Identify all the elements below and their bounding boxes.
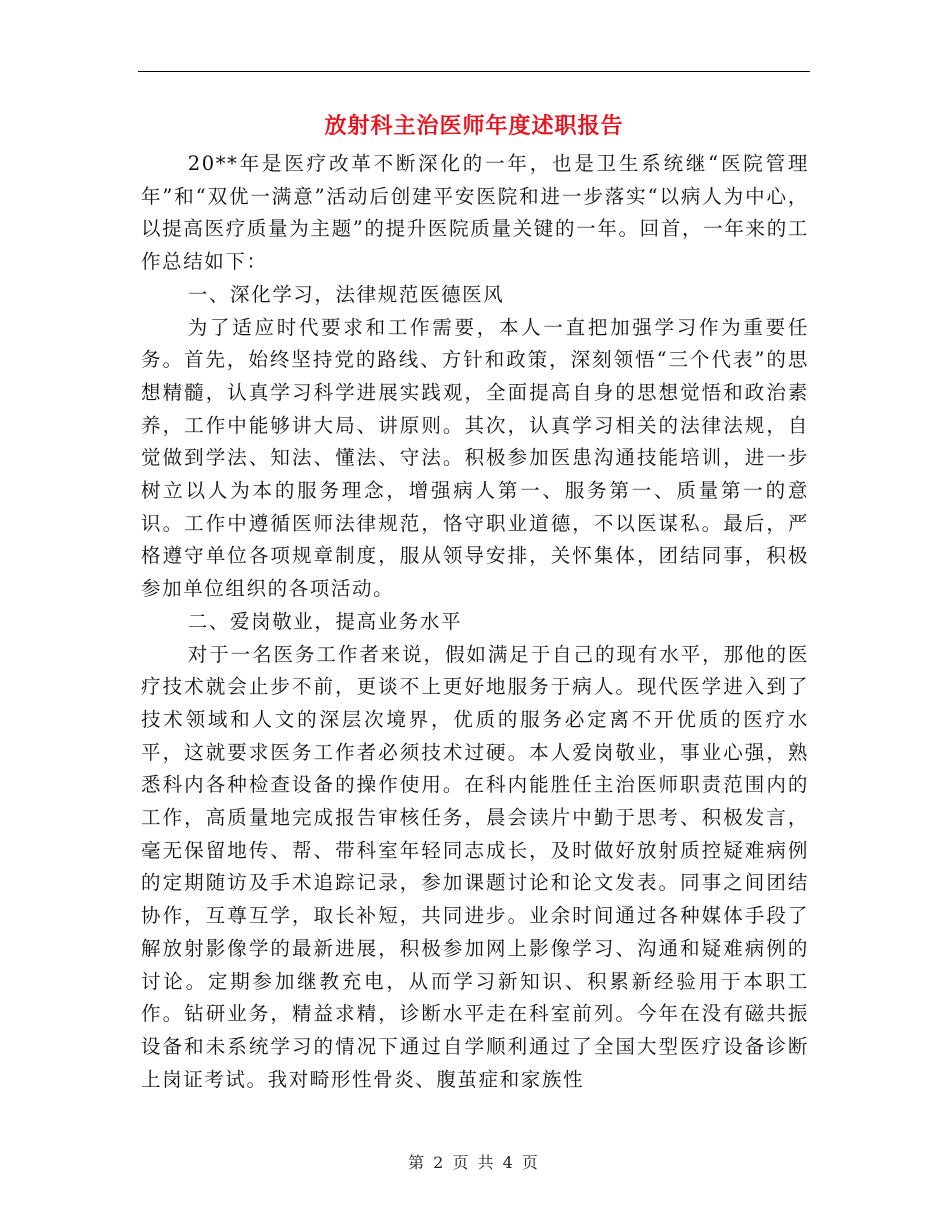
document-body (141, 148, 809, 1096)
document-title: 放射科主治医师年度述职报告 (324, 113, 624, 139)
intro-paragraph: 20**年是医疗改革不断深化的一年，也是卫生系统继“医院管理年”和“双优一满意”活动后创建平安医院和进一步落实“以病人为中心，以提高医疗质量为主题”的提升医院质量关键的一年。回首，一年来的工作总结如下： (141, 152, 809, 274)
section-1-paragraph: 为了适应时代要求和工作需要，本人一直把加强学习作为重要任务。首先，始终坚持党的路线、方针和政策，深刻领悟“三个代表”的思想精髓，认真学习科学进展实践观，全面提高自身的思想觉悟和政治素养，工作中能够讲大局、讲原则。其次，认真学习相关的法律法规，自觉做到学法、知法、懂法、守法。积极参加医患沟通技能培训，进一步树立以人为本的服务理念，增强病人第一、服务第一、质量第一的意识。工作中遵循医师法律规范，恪守职业道德，不以医谋私。最后，严格遵守单位各项规章制度，服从领导安排，关怀集体，团结同事，积极参加单位组织的各项活动。 (141, 315, 809, 601)
section-heading-1: 一、深化学习，法律规范医德医风 (187, 282, 505, 306)
page-number: 第 2 页 共 4 页 (408, 1153, 540, 1172)
section-2-paragraph: 对于一名医务工作者来说，假如满足于自己的现有水平，那他的医疗技术就会止步不前，更谈不上更好地服务于病人。现代医学进入到了技术领域和人文的深层次境界，优质的服务必定离不开优质的医疗水平，这就要求医务工作者必须技术过硬。本人爱岗敬业，事业心强，熟悉科内各种检查设备的操作使用。在科内能胜任主治医师职责范围内的工作，高质量地完成报告审核任务，晨会读片中勤于思考、积极发言，毫无保留地传、帮、带科室年轻同志成长，及时做好放射质控疑难病例的定期随访及手术追踪记录，参加课题讨论和论文发表。同事之间团结协作，互尊互学，取长补短，共同进步。业余时间通过各种媒体手段了解放射影像学的最新进展，积极参加网上影像学习、沟通和疑难病例的讨论。定期参加继教充电，从而学习新知识、积累新经验用于本职工作。钻研业务，精益求精，诊断水平走在科室前列。今年在没有磁共振设备和未系统学习的情况下通过自学顺利通过了全国大型医疗设备诊断上岗证考试。我对畸形性骨炎、腹茧症和家族性 (141, 642, 809, 1091)
section-heading-2: 二、爱岗敬业，提高业务水平 (187, 609, 463, 633)
header-rule (138, 71, 810, 72)
